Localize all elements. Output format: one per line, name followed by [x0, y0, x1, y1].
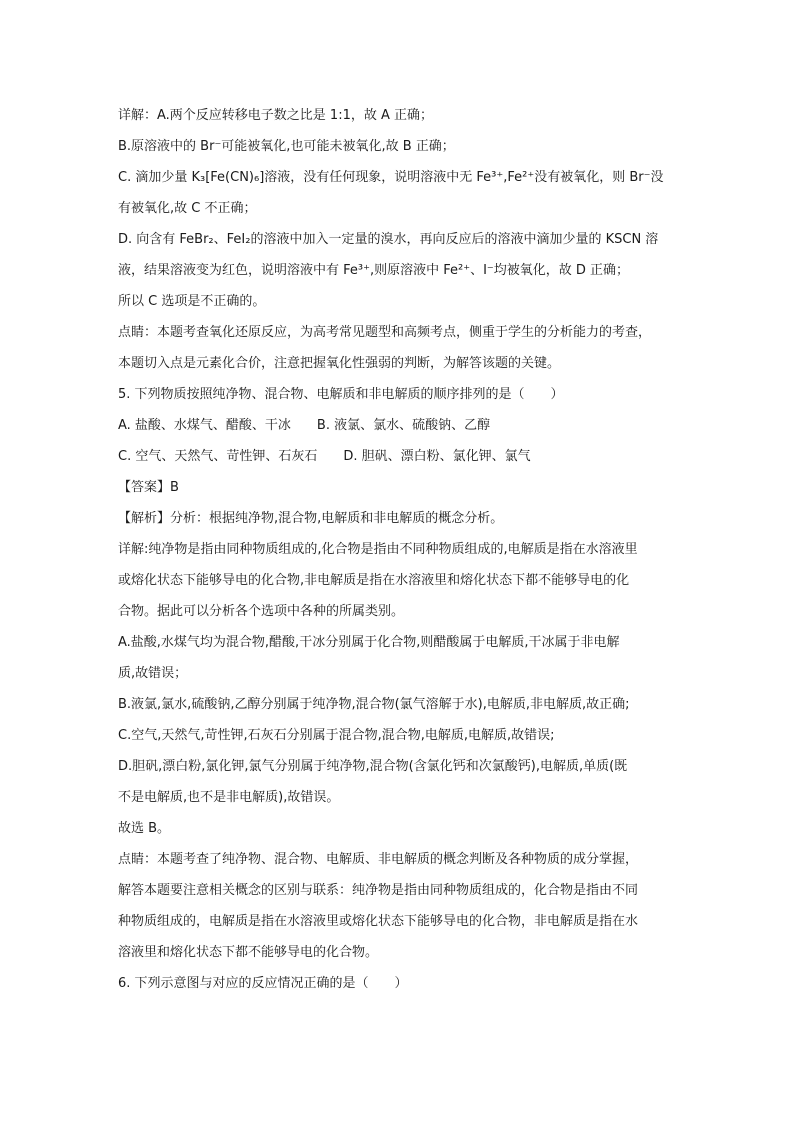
- line-text: 6. 下列示意图与对应的反应情况正确的是（ ）: [118, 976, 408, 991]
- text-line: [118, 906, 686, 937]
- text-line: [118, 782, 686, 813]
- line-text: C. 滴加少量 K₃[Fe(CN)₆]溶液，没有任何现象，说明溶液中无 Fe³⁺,Fe²⁺没有被氧化，则 Br⁻没: [118, 170, 664, 185]
- text-line: [118, 534, 686, 565]
- line-text: 不是电解质,也不是非电解质),故错误。: [118, 790, 340, 805]
- text-line: [118, 751, 686, 782]
- line-text: B.液氯,氯水,硫酸钠,乙醇分别属于纯净物,混合物(氯气溶解于水),电解质,非电解质,故正确;: [118, 697, 630, 712]
- analysis-line: [118, 503, 686, 534]
- text-line: [118, 627, 686, 658]
- question-5-options-cd: [118, 441, 686, 472]
- text-line: [118, 224, 686, 255]
- text-line: [118, 875, 686, 906]
- text-line: [118, 689, 686, 720]
- text-line: [118, 255, 686, 286]
- text-line: [118, 565, 686, 596]
- text-line: [118, 131, 686, 162]
- line-text: 合物。据此可以分析各个选项中各种的所属类别。: [118, 604, 405, 619]
- text-line: [118, 162, 686, 193]
- question-5-options-ab: [118, 410, 686, 441]
- line-text: 质,故错误；: [118, 666, 188, 681]
- text-line: [118, 658, 686, 689]
- line-text: 本题切入点是元素化合价，注意把握氧化性强弱的判断，为解答该题的关键。: [118, 356, 561, 371]
- line-text: D. 向含有 FeBr₂、FeI₂的溶液中加入一定量的溴水，再向反应后的溶液中滴加少量的 KSCN 溶: [118, 232, 659, 247]
- question-5-stem: [118, 379, 686, 410]
- line-text: 有被氧化,故 C 不正确；: [118, 201, 257, 216]
- line-text: 所以 C 选项是不正确的。: [118, 294, 266, 309]
- line-text: B.原溶液中的 Br⁻可能被氧化,也可能未被氧化,故 B 正确；: [118, 139, 455, 154]
- line-text: 详解：A.两个反应转移电子数之比是 1:1，故 A 正确；: [118, 108, 434, 123]
- line-text: 【解析】分析：根据纯净物,混合物,电解质和非电解质的概念分析。: [118, 511, 504, 526]
- line-text: 液，结果溶液变为红色，说明溶液中有 Fe³⁺,则原溶液中 Fe²⁺、I⁻均被氧化，故 D 正确；: [118, 263, 630, 278]
- text-line: [118, 348, 686, 379]
- text-line: [118, 193, 686, 224]
- question-6-stem: [118, 968, 686, 999]
- line-text: A. 盐酸、水煤气、醋酸、干冰 B. 液氯、氯水、硫酸钠、乙醇: [118, 418, 491, 433]
- text-line: [118, 100, 686, 131]
- line-text: 故选 B。: [118, 821, 171, 836]
- document-page: [118, 100, 686, 999]
- line-text: 解答本题要注意相关概念的区别与联系：纯净物是指由同种物质组成的，化合物是指由不同: [118, 883, 639, 898]
- text-line: [118, 286, 686, 317]
- line-text: 溶液里和熔化状态下都不能够导电的化合物。: [118, 945, 379, 960]
- line-text: 详解:纯净物是指由同种物质组成的,化合物是指由不同种物质组成的,电解质是指在水溶液里: [118, 542, 638, 557]
- line-text: 种物质组成的，电解质是指在水溶液里或熔化状态下能够导电的化合物，非电解质是指在水: [118, 914, 639, 929]
- line-text: C.空气,天然气,苛性钾,石灰石分别属于混合物,混合物,电解质,电解质,故错误;: [118, 728, 555, 743]
- line-text: 或熔化状态下能够导电的化合物,非电解质是指在水溶液里和熔化状态下都不能够导电的化: [118, 573, 630, 588]
- line-text: 【答案】B: [118, 480, 179, 495]
- line-text: 5. 下列物质按照纯净物、混合物、电解质和非电解质的顺序排列的是（ ）: [118, 387, 564, 402]
- text-line: [118, 844, 686, 875]
- answer-line: [118, 472, 686, 503]
- text-line: [118, 813, 686, 844]
- line-text: 点睛：本题考查了纯净物、混合物、电解质、非电解质的概念判断及各种物质的成分掌握，: [118, 852, 639, 867]
- line-text: D.胆矾,漂白粉,氯化钾,氯气分别属于纯净物,混合物(含氯化钙和次氯酸钙),电解质,单质(既: [118, 759, 628, 774]
- line-text: A.盐酸,水煤气均为混合物,醋酸,干冰分别属于化合物,则醋酸属于电解质,干冰属于非电解: [118, 635, 620, 650]
- line-text: 点睛：本题考查氧化还原反应，为高考常见题型和高频考点，侧重于学生的分析能力的考查，: [118, 325, 652, 340]
- text-line: [118, 596, 686, 627]
- text-line: [118, 720, 686, 751]
- text-line: [118, 937, 686, 968]
- text-line: [118, 317, 686, 348]
- line-text: C. 空气、天然气、苛性钾、石灰石 D. 胆矾、漂白粉、氯化钾、氯气: [118, 449, 531, 464]
